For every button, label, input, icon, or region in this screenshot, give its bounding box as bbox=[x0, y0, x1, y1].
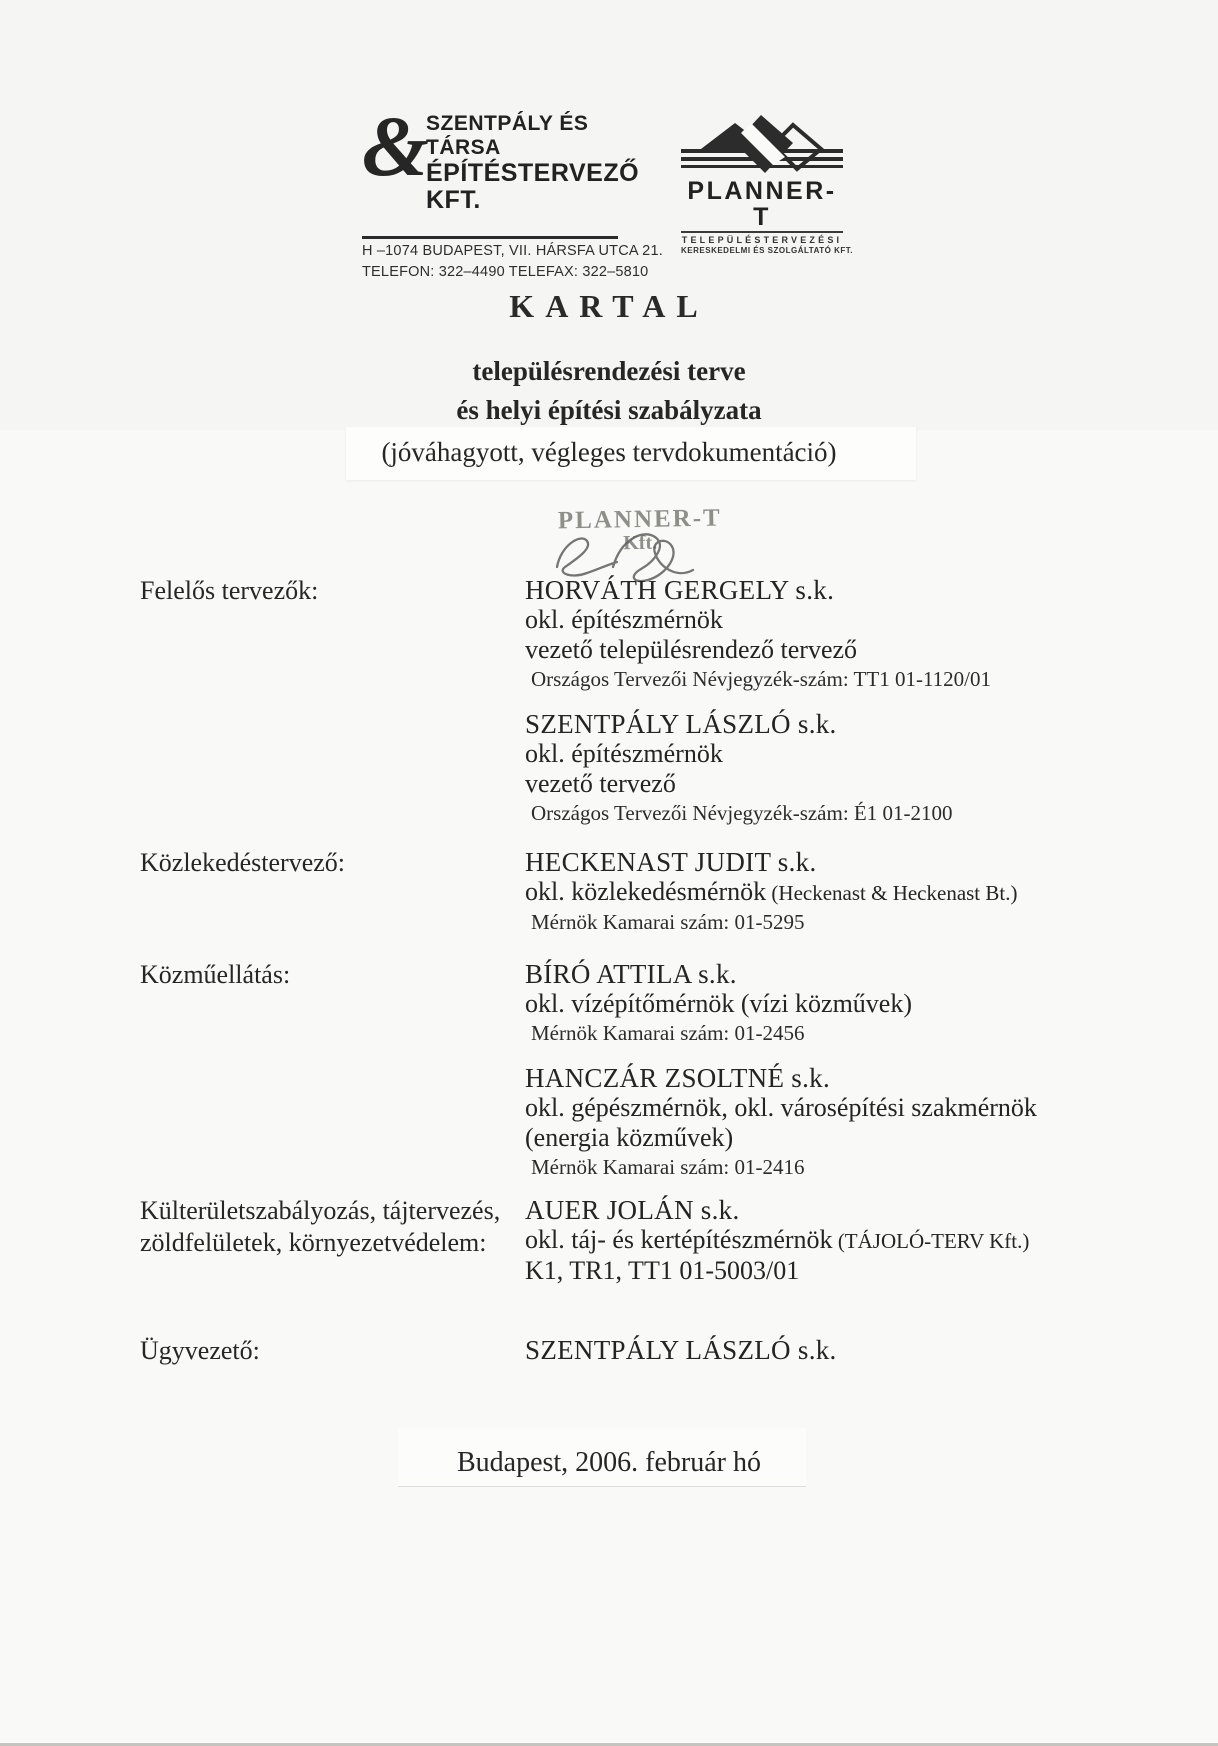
company-address: H –1074 BUDAPEST, VII. HÁRSFA UTCA 21. bbox=[362, 243, 663, 259]
stamp-line2: Kft. bbox=[623, 531, 658, 555]
row-label bbox=[140, 847, 525, 936]
szentpaly-logo bbox=[362, 98, 663, 281]
page-subtitle-1: településrendezési terve bbox=[472, 356, 746, 386]
row-content bbox=[525, 847, 1140, 936]
planner-entry bbox=[525, 1063, 1140, 1181]
person-registration: Országos Tervezői Névjegyzék-szám: TT1 01-1120/01 bbox=[531, 667, 992, 691]
page-title: KARTAL bbox=[509, 288, 709, 324]
person-qualification: K1, TR1, TT1 01-5003/01 bbox=[525, 1256, 800, 1285]
planner-entry bbox=[525, 959, 1140, 1047]
stamp-line1: PLANNER-T bbox=[557, 504, 722, 535]
planner-entry bbox=[525, 847, 1140, 936]
row-label bbox=[140, 1195, 525, 1286]
person-registration: Mérnök Kamarai szám: 01-2456 bbox=[531, 1021, 805, 1045]
person-name: HECKENAST JUDIT s.k. bbox=[525, 847, 817, 877]
planner-entry bbox=[525, 1195, 1140, 1286]
row-label-line: Külterületszabályozás, tájtervezés, bbox=[140, 1196, 501, 1225]
company-phone: TELEFON: 322–4490 TELEFAX: 322–5810 bbox=[362, 264, 649, 280]
planner-t-divider bbox=[681, 231, 843, 233]
row-content bbox=[525, 959, 1140, 1181]
row-label-line: Felelős tervezők: bbox=[140, 576, 319, 605]
row-label bbox=[140, 959, 525, 1181]
row-label-line: Közműellátás: bbox=[140, 960, 291, 989]
person-qualification: (energia közművek) bbox=[525, 1123, 734, 1152]
person-qualification: vezető tervező bbox=[525, 769, 676, 798]
planner-t-wordmark: PLANNER-T bbox=[687, 177, 837, 231]
person-name: SZENTPÁLY LÁSZLÓ s.k. bbox=[525, 1335, 837, 1365]
person-name: HORVÁTH GERGELY s.k. bbox=[525, 575, 835, 605]
row-label-line: zöldfelületek, környezetvédelem: bbox=[140, 1228, 487, 1257]
page-subtitle-2: és helyi építési szabályzata bbox=[456, 395, 762, 425]
credit-row bbox=[140, 959, 1140, 1181]
person-qualification-note: (Heckenast & Heckenast Bt.) bbox=[766, 881, 1018, 905]
row-content bbox=[525, 1335, 1140, 1367]
person-name: SZENTPÁLY LÁSZLÓ s.k. bbox=[525, 709, 837, 739]
row-label bbox=[140, 1335, 525, 1367]
planner-t-tagline1: TELEPÜLÉSTERVEZÉSI bbox=[681, 234, 843, 245]
credit-row bbox=[140, 1195, 1140, 1286]
row-content bbox=[525, 1195, 1140, 1286]
person-qualification: vezető településrendező tervező bbox=[525, 635, 858, 664]
person-qualification: okl. gépészmérnök, okl. városépítési szakmérnök bbox=[525, 1093, 1037, 1122]
planner-t-logo bbox=[681, 113, 853, 256]
person-qualification: okl. közlekedésmérnök (Heckenast & Heckenast Bt.) bbox=[525, 877, 1018, 906]
planner-t-tagline2: KERESKEDELMI ÉS SZOLGÁLTATÓ KFT. bbox=[681, 245, 853, 255]
person-registration: Országos Tervezői Névjegyzék-szám: É1 01-2100 bbox=[531, 801, 953, 825]
footer-date: Budapest, 2006. február hó bbox=[456, 1447, 762, 1478]
company-name-line2: ÉPÍTÉSTERVEZŐ KFT. bbox=[426, 159, 640, 214]
page-title-note: (jóváhagyott, végleges tervdokumentáció) bbox=[381, 437, 837, 467]
row-label bbox=[140, 575, 525, 827]
person-qualification-note: (TÁJOLÓ-TERV Kft.) bbox=[832, 1229, 1030, 1253]
ampersand-logo-icon: & bbox=[362, 98, 429, 194]
logo-divider bbox=[362, 236, 618, 239]
company-name-line1: SZENTPÁLY ÉS TÁRSA bbox=[426, 112, 589, 159]
planner-t-emblem-icon bbox=[681, 113, 843, 175]
person-qualification: okl. vízépítőmérnök (vízi közművek) bbox=[525, 989, 913, 1018]
company-name-block bbox=[426, 112, 640, 214]
row-label-line: Ügyvezető: bbox=[140, 1336, 260, 1365]
credit-row bbox=[140, 1335, 1140, 1367]
person-name: AUER JOLÁN s.k. bbox=[525, 1195, 740, 1225]
planner-entry bbox=[525, 709, 1140, 827]
person-name: BÍRÓ ATTILA s.k. bbox=[525, 959, 737, 989]
row-label-line: Közlekedéstervező: bbox=[140, 848, 346, 877]
credit-row bbox=[140, 575, 1140, 827]
person-name: HANCZÁR ZSOLTNÉ s.k. bbox=[525, 1063, 831, 1093]
credit-row bbox=[140, 847, 1140, 936]
planner-entry bbox=[525, 575, 1140, 693]
person-qualification: okl. építészmérnök bbox=[525, 605, 723, 634]
person-registration: Mérnök Kamarai szám: 01-5295 bbox=[531, 910, 805, 934]
row-content bbox=[525, 575, 1140, 827]
person-registration: Mérnök Kamarai szám: 01-2416 bbox=[531, 1155, 805, 1179]
person-qualification: okl. táj- és kertépítészmérnök (TÁJOLÓ-TERV Kft.) bbox=[525, 1225, 1030, 1254]
person-qualification: okl. építészmérnök bbox=[525, 739, 723, 768]
planner-entry bbox=[525, 1335, 1140, 1365]
